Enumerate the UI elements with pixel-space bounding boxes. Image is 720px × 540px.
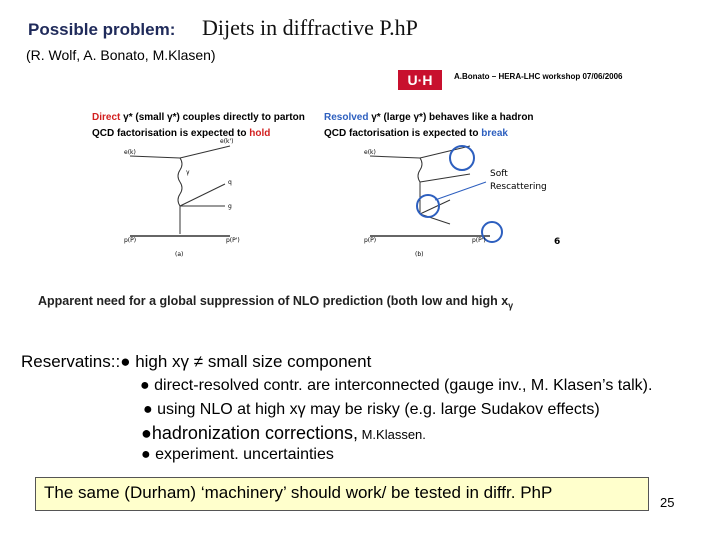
qcd-break-caption [324,128,508,139]
authors-line: (R. Wolf, A. Bonato, M.Klasen) [26,47,216,63]
resolved-caption [324,112,534,123]
highlight-circle-top [450,146,474,170]
label-pPp-a: p(P') [226,237,240,244]
reservations-heading: Reservatins::● high xγ ≠ small size component [21,352,372,371]
label-ek-b: e(k) [364,149,376,156]
rescattering-label: Rescattering [490,182,547,192]
footer-text: The same (Durham) ‘machinery’ should work/ be tested in diffr. PhP [44,483,553,502]
rescattering-pointer [435,182,486,200]
label-ekp-a: e(k') [220,138,234,145]
slide-title: Possible problem: [28,20,176,39]
nlo-caption-sub: γ [508,300,514,311]
label-pP-b: p(P) [364,237,377,244]
page-number: 25 [660,495,675,510]
embedded-figure [30,66,623,326]
break-word: break [481,128,508,139]
qcd-hold-caption [92,128,270,139]
label-q-a: q [228,179,232,186]
resolved-word: Resolved [324,112,369,123]
direct-rest: γ* (small γ*) couples directly to parton [120,112,305,123]
bullet-interconnected: ● direct-resolved contr. are interconnected (gauge inv., M. Klasen’s talk). [140,377,653,394]
nlo-caption-text: Apparent need for a global suppression of NLO prediction (both low and high x [38,294,509,308]
bullet-hadronization-text: ●hadronization corrections, [141,423,358,443]
label-fig-b: (b) [415,251,424,258]
direct-word: Direct [92,112,121,123]
label-g-a: g [228,203,232,210]
hadronization-author: M.Klassen. [357,427,426,442]
label-ek-a: e(k) [124,149,136,156]
bullet-experiment: ● experiment. uncertainties [141,446,334,463]
feynman-diagrams [30,138,590,264]
label-fig-a: (a) [175,251,184,258]
slide-title-serif: Dijets in diffractive P.hP [202,15,418,40]
nlo-caption [38,294,513,311]
direct-caption [92,112,305,123]
workshop-label: A.Bonato – HERA-LHC workshop 07/06/2006 [454,72,623,81]
corner-number: 6 [554,237,561,247]
label-pP-a: p(P) [124,237,137,244]
qcd-break-text: QCD factorisation is expected to [324,128,482,139]
hold-word: hold [249,128,271,139]
qcd-hold-text: QCD factorisation is expected to [92,128,250,139]
label-gamma-a: γ [186,169,190,176]
label-pPp-b: p(P') [472,237,486,244]
university-logo: U·H [398,70,442,90]
soft-label: Soft [490,169,508,179]
resolved-rest: γ* (large γ*) behaves like a hadron [368,112,534,123]
bullet-hadronization [141,423,426,444]
bullet-nlo-risk: ● using NLO at high xγ may be risky (e.g. large Sudakov effects) [143,401,600,418]
